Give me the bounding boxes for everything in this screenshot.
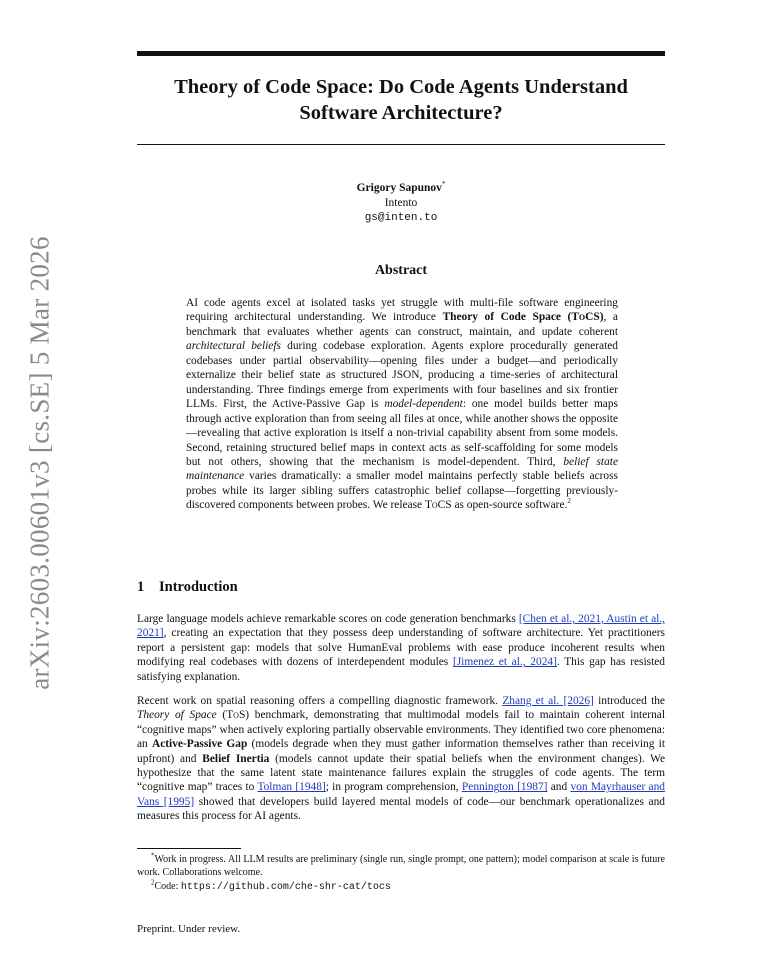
- citation-pennington[interactable]: Pennington [1987]: [461, 781, 548, 794]
- author-name: Grigory Sapunov: [356, 182, 442, 194]
- author-block: [300, 181, 502, 226]
- title-top-rule: [137, 51, 665, 56]
- title-bottom-rule: [137, 144, 665, 145]
- author-email[interactable]: gs@inten.to: [364, 212, 438, 224]
- footnotes: [137, 853, 665, 894]
- citation-tolman[interactable]: Tolman [1948]: [257, 781, 326, 794]
- footnote-rule: [137, 848, 241, 849]
- title-line-1: Theory of Code Space: Do Code Agents Understand: [174, 76, 628, 98]
- citation-zhang[interactable]: Zhang et al. [2026]: [502, 695, 594, 707]
- section-heading-introduction: 1 Introduction: [137, 579, 238, 595]
- citation-von-mayrhauser[interactable]: von Mayrhauser and Vans [1995]: [137, 781, 665, 808]
- citation-chen-austin[interactable]: [Chen et al., 2021, Austin et al., 2021]: [137, 613, 666, 640]
- title-line-2: Software Architecture?: [299, 102, 503, 124]
- paper-title: [120, 74, 682, 126]
- footnote-2: $^2$Code: https://github.com/che-shr-cat/tocs: [151, 878, 391, 893]
- arxiv-stamp: arXiv:2603.00601v3 [cs.SE] 5 Mar 2026: [24, 236, 55, 690]
- code-url-link[interactable]: https://github.com/che-shr-cat/tocs: [180, 882, 391, 893]
- intro-paragraph-1: Large language models achieve remarkable scores on code generation benchmarks [Chen et al., 2021, Austin et al., 2021], creating an expectation that they possess deep understanding of software architecture. Yet practitioners report a persistent gap: models that solve HumanEval problems with ease produce incoherent results when modifying real codebases with dozens of interdependent modules [Jimenez et al., 2024]. This gap has resisted satisfying explanation.: [137, 613, 666, 683]
- intro-paragraph-2: Recent work on spatial reasoning offers a compelling diagnostic framework. Zhang et al. [2026] introduced the Theory of Space (ToS) benchmark, demonstrating that multimodal models fail to maintain coherent internal “cognitive maps” when actively exploring partially observable environments. They identified two core phenomena: an Active-Passive Gap (models degrade when they must gather information themselves rather than receiving it upfront) and Belief Inertia (models cannot update their spatial beliefs when the environment changes). We hypothesize that the same latent state maintenance failures explain the struggles of code agents. The term “cognitive map” traces to Tolman [1948]; in program comprehension, Pennington [1987] and von Mayrhauser and Vans [1995] showed that developers build layered mental models of code—our benchmark operationalizes and measures this process for AI agents.: [137, 695, 666, 823]
- citation-jimenez[interactable]: [Jimenez et al., 2024]: [452, 656, 557, 669]
- preprint-footer: Preprint. Under review.: [137, 923, 241, 935]
- footnote-1: *Work in progress. All LLM results are preliminary (single run, single prompt, one pattern); model comparison at scale is future work. Collaborations welcome.: [137, 851, 665, 878]
- abstract-heading: Abstract: [374, 263, 428, 278]
- author-affiliation: Intento: [384, 197, 418, 209]
- author-footnote-mark: *: [441, 180, 446, 189]
- abstract-body: AI code agents excel at isolated tasks yet struggle with multi-file software engineering requiring architectural understanding. We introduce Theory of Code Space (ToCS), a benchmark that evaluates whether agents can construct, maintain, and update coherent architectural beliefs during codebase exploration. Agents explore procedurally generated codebases under partial observability—opening files under a budget—and periodically externalize their belief state as structured JSON, producing a time-series of architectural understanding. Three findings emerge from experiments with four baselines and six frontier LLMs. First, the Active-Passive Gap is model-dependent: one model builds better maps through active exploration than from seeing all files at once, while another shows the opposite—revealing that active exploration is itself a non-trivial capability absent from some models. Second, retaining structured belief maps in context acts as self-scaffolding for some models but not others, showing that the mechanism is model-dependent. Third, belief state maintenance varies dramatically: a smaller model maintains perfectly stable beliefs across probes while its larger sibling suffers catastrophic belief collapse—forgetting previously-discovered components between probes. We release ToCS as open-source software.$^2$: [186, 297, 618, 512]
